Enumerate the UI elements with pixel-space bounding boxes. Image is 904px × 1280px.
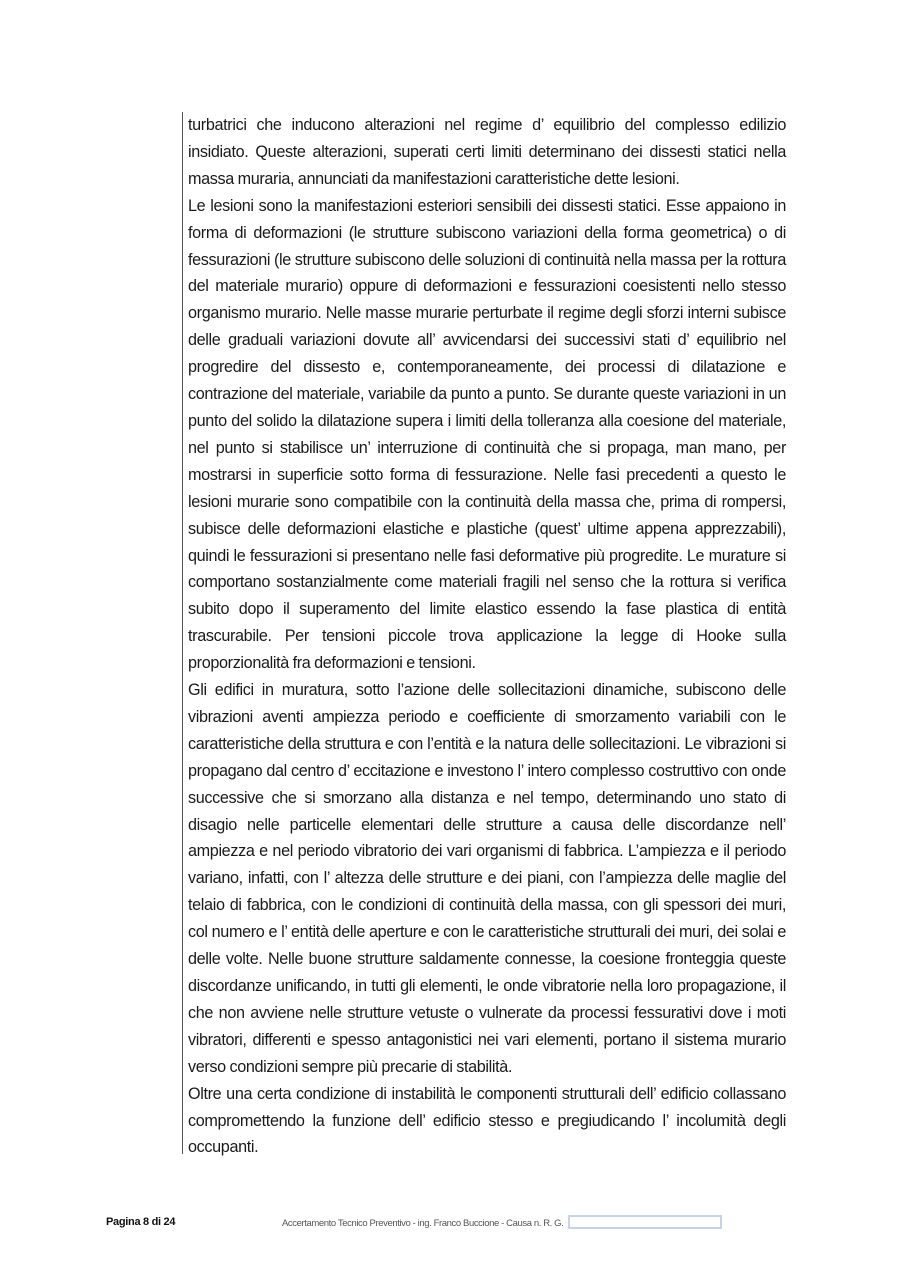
paragraph-4: Oltre una certa condizione di instabilità le componenti strutturali dell’ edificio collassano compromettendo la funzione dell’ edificio stesso e pregiudicando l’ incolumità degli occupanti.: [188, 1084, 786, 1157]
redacted-case-number-box: [568, 1215, 722, 1229]
document-body: [188, 112, 786, 1161]
margin-rule: [182, 112, 183, 1154]
paragraph-3: Gli edifici in muratura, sotto l’azione delle sollecitazioni dinamiche, subiscono delle vibrazioni aventi ampiezza periodo e coefficiente di smorzamento variabili con le caratteristiche della struttura e con l’entità e la natura delle sollecitazioni. Le vibrazioni si propagano dal centro d’ eccitazione e investono l’ intero complesso costruttivo con onde successive che si smorzano alla distanza e nel tempo, determinando uno stato di disagio nelle particelle elementari delle strutture a causa delle discordanze nell’ ampiezza e nel periodo vibratorio dei vari organismi di fabbrica. L’ampiezza e il periodo variano, infatti, con l’ altezza delle strutture e dei piani, con l’ampiezza delle maglie del telaio di fabbrica, con le condizioni di continuità della massa, con gli spessori dei muri, col numero e l’ entità delle aperture e con le caratteristiche strutturali dei muri, dei solai e delle volte. Nelle buone strutture saldamente connesse, la coesione fronteggia queste discordanze unificando, in tutti gli elementi, le onde vibratorie nella loro propagazione, il che non avviene nelle strutture vetuste o vulnerate da processi fessurativi dove i moti vibratori, differenti e spesso antagonistici nei vari elementi, portano il sistema murario verso condizioni sempre più precarie di stabilità.: [188, 681, 786, 1076]
paragraph-2: Le lesioni sono la manifestazioni esteriori sensibili dei dissesti statici. Esse appaiono in forma di deformazioni (le strutture subiscono variazioni della forma geometrica) o di fessurazioni (le strutture subiscono delle soluzioni di continuità nella massa per la rottura del materiale murario) oppure di deformazioni e fessurazioni coesistenti nello stesso organismo murario. Nelle masse murarie perturbate il regime degli sforzi interni subisce delle graduali variazioni dovute all’ avvicendarsi dei successivi stati d’ equilibrio nel progredire del dissesto e, contemporaneamente, dei processi di dilatazione e contrazione del materiale, variabile da punto a punto. Se durante queste variazioni in un punto del solido la dilatazione supera i limiti della tolleranza alla coesione del materiale, nel punto si stabilisce un’ interruzione di continuità che si propaga, man mano, per mostrarsi in superficie sotto forma di fessurazione. Nelle fasi precedenti a questo le lesioni murarie sono compatibile con la continuità della massa che, prima di rompersi, subisce delle deformazioni elastiche e plastiche (quest’ ultime appena apprezzabili), quindi le fessurazioni si presentano nelle fasi deformative più progredite. Le murature si comportano sostanzialmente come materiali fragili nel senso che la rottura si verifica subito dopo il superamento del limite elastico essendo la fase plastica di entità trascurabile. Per tensioni piccole trova applicazione la legge di Hooke sulla proporzionalità fra deformazioni e tensioni.: [188, 196, 786, 673]
page-footer: [0, 1214, 904, 1234]
paragraph-1: turbatrici che inducono alterazioni nel regime d’ equilibrio del complesso edilizio insidiato. Queste alterazioni, superati certi limiti determinano dei dissesti statici nella massa muraria, annunciati da manifestazioni caratteristiche dette lesioni.: [188, 116, 786, 188]
page-number: Pagina 8 di 24: [106, 1216, 176, 1228]
footer-caption: Accertamento Tecnico Preventivo - ing. Franco Buccione - Causa n. R. G.: [282, 1218, 564, 1229]
